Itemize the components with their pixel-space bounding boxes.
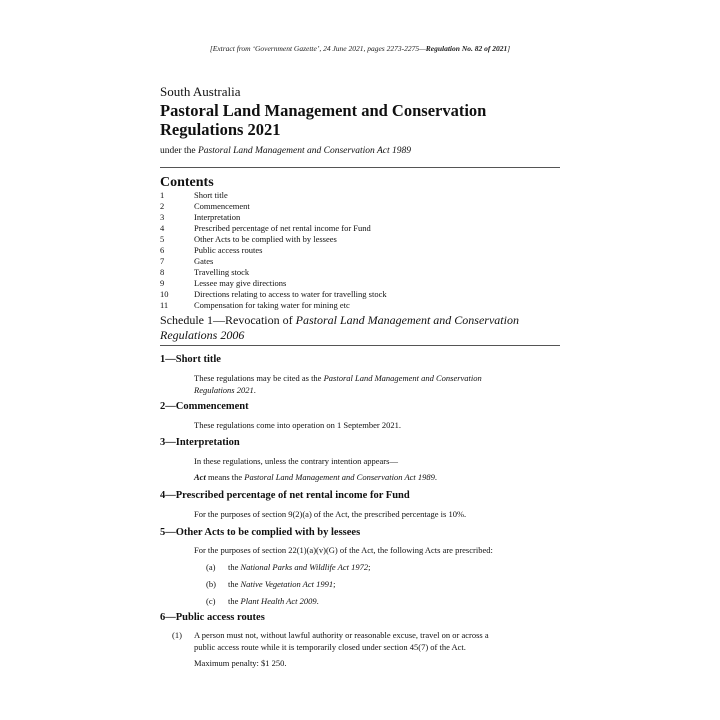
contents-item-label: Prescribed percentage of net rental income for Fund xyxy=(194,223,371,233)
contents-item-number: 1 xyxy=(160,190,165,200)
contents-item-number: 11 xyxy=(160,300,169,310)
contents-item xyxy=(160,234,560,245)
divider xyxy=(160,167,560,168)
section-text: These regulations come into operation on 1 September 2021. xyxy=(194,420,402,430)
list-item-end: ; xyxy=(333,579,336,589)
contents-item-number: 7 xyxy=(160,256,165,266)
contents-item xyxy=(160,278,560,289)
contents-item-label: Gates xyxy=(194,256,214,266)
list-item-prefix: the xyxy=(228,596,241,606)
list-item xyxy=(206,561,370,573)
section-text: For the purposes of section 22(1)(a)(v)(G) of the Act, the following Acts are prescribed: xyxy=(194,545,493,555)
list-item-label: (a) xyxy=(206,562,216,572)
list-item-act: Plant Health Act 2009 xyxy=(240,596,317,606)
subsection-number: (1) xyxy=(172,630,182,640)
contents-schedule: Schedule 1—Revocation of Pastoral Land Management and Conservation Regulations 2006 xyxy=(160,313,519,342)
section-heading: 5—Other Acts to be complied with by lessees xyxy=(160,527,361,538)
section-heading: 1—Short title xyxy=(160,354,221,365)
list-item-end: ; xyxy=(368,562,371,572)
enabling-act-line: under the Pastoral Land Management and Conservation Act 1989 xyxy=(160,146,412,156)
contents-item-number: 2 xyxy=(160,201,165,211)
list-item-prefix: the xyxy=(228,579,241,589)
contents-item xyxy=(160,300,560,311)
list-item xyxy=(206,578,336,590)
section-text: A person must not, without lawful authority or reasonable excuse, travel on or across a public access route while it is temporarily closed under section 45(7) of the Act. xyxy=(194,630,489,652)
section-heading: 4—Prescribed percentage of net rental income for Fund xyxy=(160,490,410,501)
gazette-header: [Extract from ‘Government Gazette’, 24 June 2021, pages 2273-2275—Regulation No. 82 of 2021] xyxy=(209,44,511,53)
contents-item-number: 9 xyxy=(160,278,165,288)
contents-item xyxy=(160,190,560,201)
section-heading: 2—Commencement xyxy=(160,401,249,412)
contents-item xyxy=(160,201,560,212)
list-item-act: Native Vegetation Act 1991 xyxy=(240,579,334,589)
contents-item-number: 8 xyxy=(160,267,165,277)
penalty-text: Maximum penalty: $1 250. xyxy=(194,658,287,668)
contents-list xyxy=(160,190,560,311)
contents-item-number: 4 xyxy=(160,223,165,233)
section-heading: 3—Interpretation xyxy=(160,437,240,448)
contents-item xyxy=(160,256,560,267)
contents-item xyxy=(160,223,560,234)
section-text: For the purposes of section 9(2)(a) of the Act, the prescribed percentage is 10%. xyxy=(194,509,467,519)
section-text: In these regulations, unless the contrary intention appears— xyxy=(194,456,398,466)
definition: Act means the Pastoral Land Management and Conservation Act 1989. xyxy=(194,472,438,482)
list-item-prefix: the xyxy=(228,562,241,572)
contents-item-number: 3 xyxy=(160,212,165,222)
contents-item-label: Short title xyxy=(194,190,228,200)
list-item xyxy=(206,595,319,607)
contents-item-label: Public access routes xyxy=(194,245,263,255)
contents-item xyxy=(160,289,560,300)
contents-item-label: Commencement xyxy=(194,201,250,211)
contents-item-number: 6 xyxy=(160,245,165,255)
page-title: Pastoral Land Management and Conservation Regulations 2021 xyxy=(160,101,487,139)
list-item-end: . xyxy=(316,596,319,606)
contents-heading: Contents xyxy=(160,175,214,190)
section-text: These regulations may be cited as the Pastoral Land Management and Conservation Regulations 2021. xyxy=(194,373,482,395)
contents-item-label: Lessee may give directions xyxy=(194,278,287,288)
contents-item xyxy=(160,267,560,278)
contents-item-number: 5 xyxy=(160,234,165,244)
contents-item-number: 10 xyxy=(160,289,169,299)
contents-item xyxy=(160,212,560,223)
contents-item-label: Directions relating to access to water for travelling stock xyxy=(194,289,387,299)
jurisdiction: South Australia xyxy=(160,84,241,99)
contents-item-label: Interpretation xyxy=(194,212,241,222)
section-heading: 6—Public access routes xyxy=(160,612,265,623)
contents-item-label: Travelling stock xyxy=(194,267,250,277)
contents-item xyxy=(160,245,560,256)
contents-item-label: Compensation for taking water for mining etc xyxy=(194,300,350,310)
divider xyxy=(160,345,560,346)
list-item-act: National Parks and Wildlife Act 1972 xyxy=(240,562,369,572)
list-item-label: (c) xyxy=(206,596,216,606)
contents-item-label: Other Acts to be complied with by lessees xyxy=(194,234,337,244)
list-item-label: (b) xyxy=(206,579,216,589)
